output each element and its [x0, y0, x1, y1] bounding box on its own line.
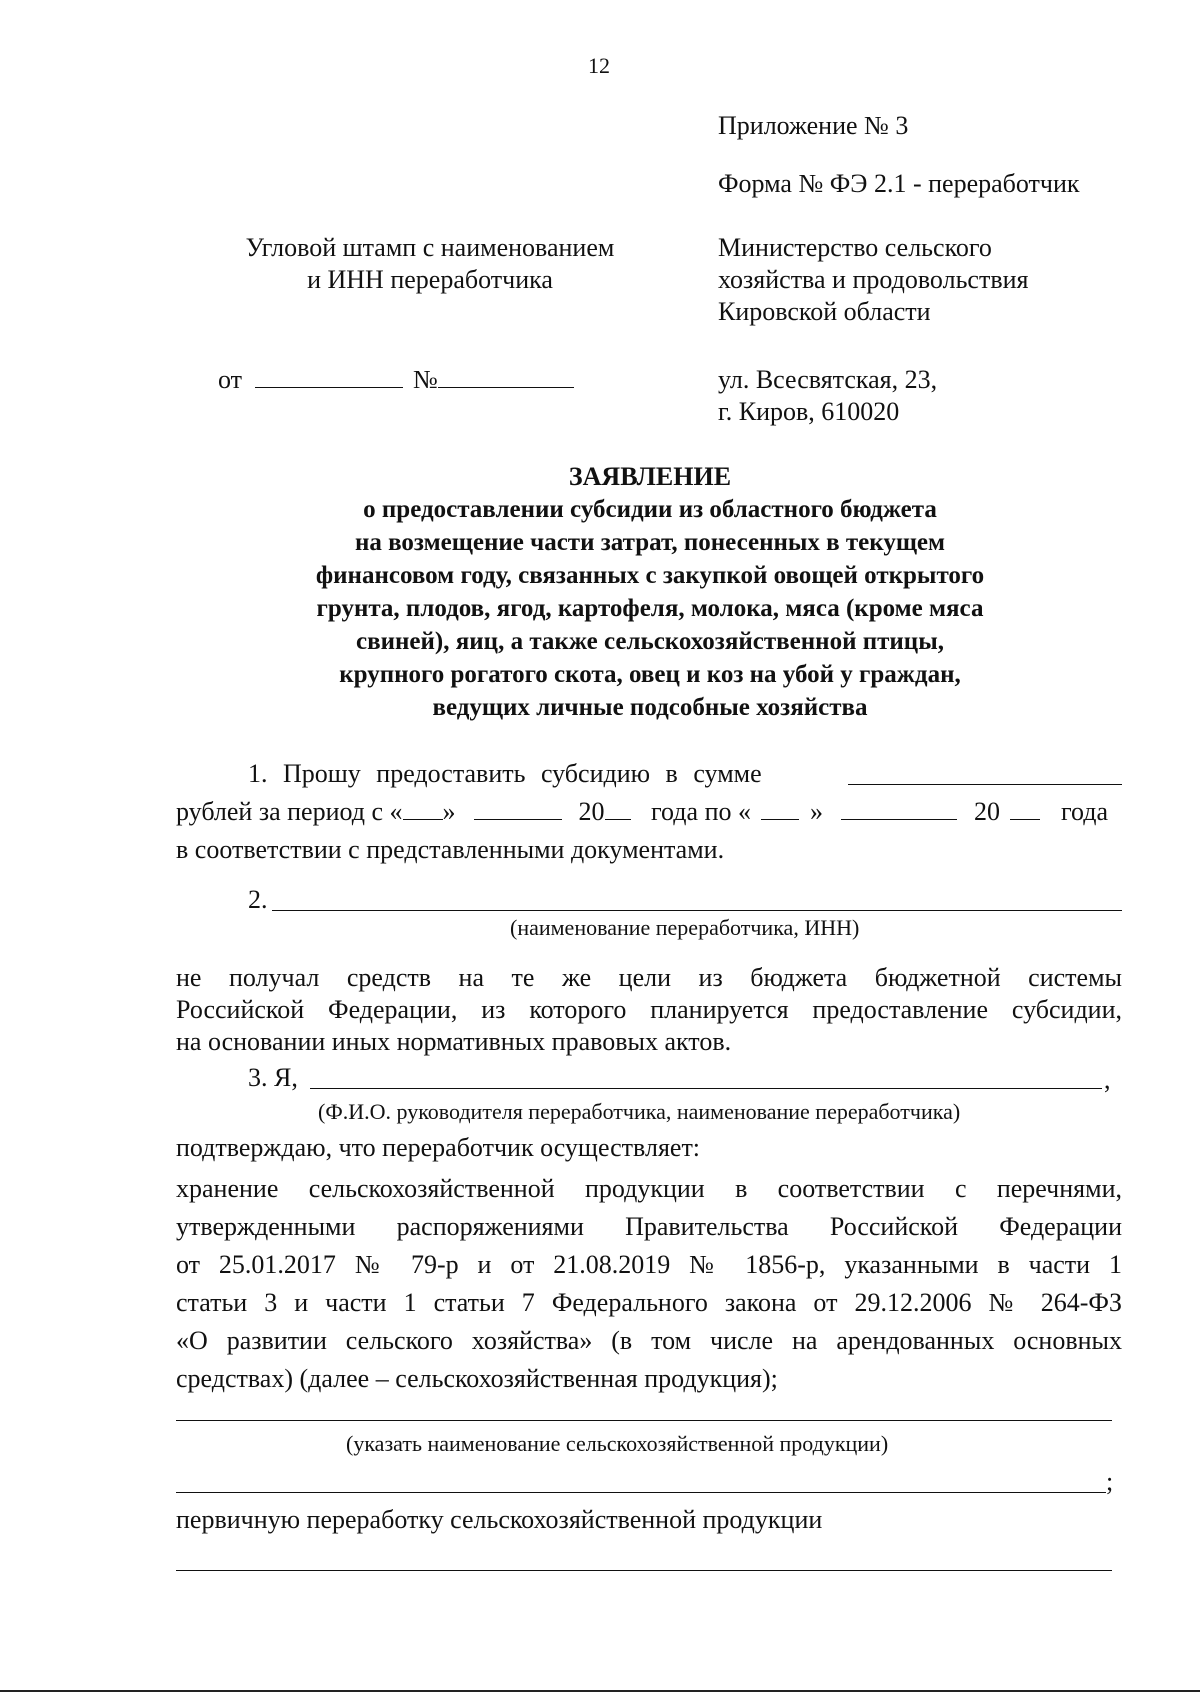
item-1-line-3: в соответствии с представленными документами. [176, 835, 725, 864]
year-word: года [1060, 797, 1109, 826]
storage-line-last: средствах) (далее – сельскохозяйственная продукция); [176, 1364, 778, 1393]
title-line: финансовом году, связанных с закупкой овощей открытого [315, 562, 985, 589]
title-line: свиней), яиц, а также сельскохозяйственной птицы, [356, 628, 944, 655]
storage-paragraph [176, 1170, 1122, 1398]
day-to-blank [761, 799, 799, 820]
storage-line: хранение сельскохозяйственной продукции в соответствии с перечнями, [176, 1174, 1122, 1203]
primary-processing-blank [176, 1570, 1112, 1571]
primary-processing-text: первичную переработку сельскохозяйственной продукции [176, 1505, 823, 1534]
title-line: на возмещение части затрат, понесенных в текущем [354, 529, 946, 556]
title-main: ЗАЯВЛЕНИЕ [568, 462, 732, 491]
item-1-text: 1. Прошу предоставить субсидию в сумме [248, 759, 762, 788]
product-blank-1 [176, 1420, 1112, 1421]
quote-close: » [442, 797, 456, 826]
address-line-1: ул. Всесвятская, 23, [718, 365, 938, 394]
number-blank [438, 367, 574, 388]
date-number-row [218, 364, 574, 396]
corner-stamp [150, 232, 710, 296]
document-title [180, 460, 1120, 724]
storage-line: «О развитии сельского хозяйства» (в том числе на арендованных основных [176, 1326, 1122, 1355]
product-blank-2 [176, 1492, 1106, 1493]
period-from-label: рублей за период с « [176, 797, 403, 826]
storage-line: статьи 3 и части 1 статьи 7 Федерального закона от 29.12.2006 № 264-ФЗ [176, 1288, 1122, 1317]
period-to-label: года по « [651, 797, 751, 826]
confirm-text: подтверждаю, что переработчик осуществляет: [176, 1133, 701, 1162]
item-2-text-line-2: Российской Федерации, из которого планируется предоставление субсидии, [176, 995, 1122, 1024]
item-3-comma: , [1104, 1065, 1111, 1094]
date-blank [255, 367, 403, 388]
product-semicolon: ; [1106, 1467, 1114, 1496]
storage-line: от 25.01.2017 № 79-р и от 21.08.2019 № 1856-р, указанными в части 1 [176, 1250, 1122, 1279]
scan-edge-line [0, 1690, 1200, 1692]
item-2-number: 2. [248, 885, 268, 914]
month-from-blank [474, 799, 562, 820]
recipient-block [718, 232, 1028, 328]
year-prefix-2: 20 [973, 797, 1000, 826]
address-line-2: г. Киров, 610020 [718, 397, 900, 426]
processor-name-caption: (наименование переработчика, ИНН) [510, 915, 860, 940]
item-1-line-1 [248, 758, 762, 790]
item-2-text-line-1: не получал средств на те же цели из бюджета бюджетной системы [176, 963, 1122, 992]
recipient-line-3: Кировской области [718, 297, 931, 326]
title-line: ведущих личные подсобные хозяйства [432, 694, 868, 721]
stamp-line-1: Угловой штамп с наименованием [245, 233, 615, 262]
month-to-blank [841, 799, 957, 820]
item-1-line-2 [176, 796, 1108, 828]
recipient-address [718, 364, 937, 428]
storage-line: утвержденными распоряжениями Правительства Российской Федерации [176, 1212, 1122, 1241]
title-line: крупного рогатого скота, овец и коз на убой у граждан, [339, 661, 961, 688]
appendix-label: Приложение № 3 [718, 111, 909, 140]
title-line: грунта, плодов, ягод, картофеля, молока, мяса (кроме мяса [316, 595, 984, 622]
recipient-line-2: хозяйства и продовольствия [718, 265, 1029, 294]
manager-name-blank [310, 1088, 1102, 1089]
page-number: 12 [588, 53, 610, 78]
day-from-blank [403, 799, 443, 820]
year-prefix: 20 [578, 797, 605, 826]
year-to-blank [1010, 799, 1040, 820]
from-label: от [218, 365, 243, 394]
number-label: № [413, 365, 438, 394]
product-caption: (указать наименование сельскохозяйственной продукции) [346, 1431, 889, 1456]
item-3-number: 3. Я, [248, 1063, 298, 1092]
title-line: о предоставлении субсидии из областного бюджета [363, 496, 937, 523]
form-label: Форма № ФЭ 2.1 - переработчик [718, 169, 1080, 198]
manager-name-caption: (Ф.И.О. руководителя переработчика, наименование переработчика) [318, 1099, 961, 1124]
processor-name-blank [272, 910, 1122, 911]
item-2-text-line-3: на основании иных нормативных правовых актов. [176, 1027, 732, 1056]
recipient-line-1: Министерство сельского [718, 233, 992, 262]
quote-close-2: » [809, 797, 823, 826]
year-from-blank [605, 799, 631, 820]
stamp-line-2: и ИНН переработчика [307, 265, 553, 294]
item-2-text [176, 962, 1122, 1058]
amount-blank [848, 784, 1122, 785]
